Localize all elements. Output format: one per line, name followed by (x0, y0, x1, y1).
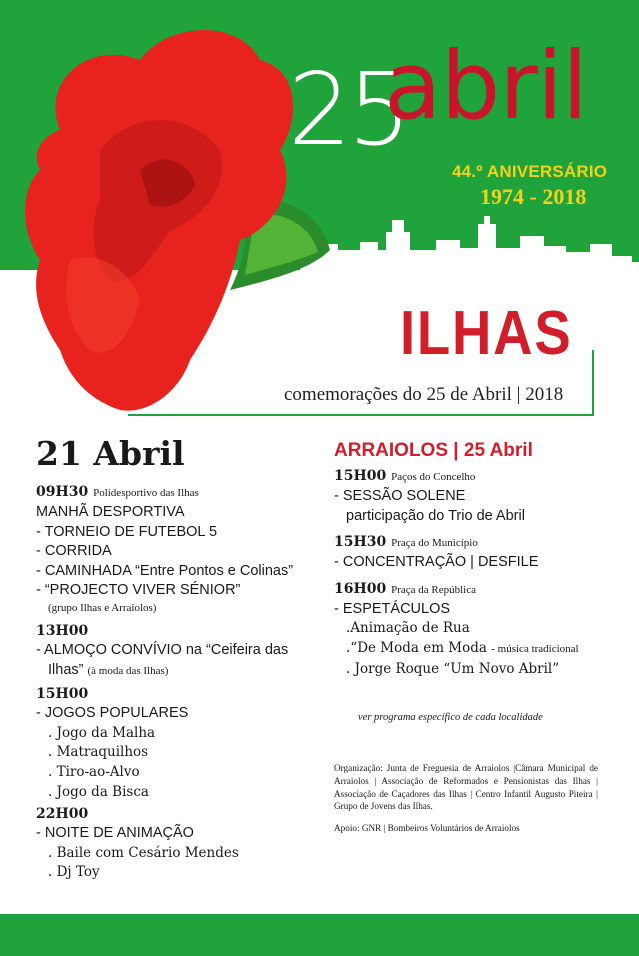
schedule-item: . Baile com Cesário Mendes (48, 844, 239, 861)
schedule-item: . Jorge Roque “Um Novo Abril” (346, 660, 560, 677)
schedule-item: . Matraquilhos (48, 744, 149, 761)
schedule-heading: - JOGOS POPULARES (36, 705, 189, 722)
schedule-time: 16H00 Praça da República (334, 580, 476, 597)
schedule-heading: - SESSÃO SOLENE (334, 488, 466, 504)
location-subtitle: comemorações do 25 de Abril | 2018 (284, 384, 564, 405)
schedule-heading: - CONCENTRAÇÃO | DESFILE (334, 554, 539, 571)
town-skyline (300, 216, 639, 278)
schedule-time: 15H30 Praça do Município (334, 534, 478, 551)
schedule-time: 09H30 Polidesportivo das Ilhas (36, 484, 199, 500)
title-word: abril (384, 32, 588, 141)
schedule-item: - “PROJECTO VIVER SÉNIOR” (36, 582, 241, 599)
schedule-item: participação do Trio de Abril (346, 507, 525, 524)
schedule-item: .“De Moda em Moda - música tradicional (346, 639, 579, 656)
schedule-item: - CORRIDA (36, 543, 112, 560)
schedule-time: 22H00 (36, 806, 89, 823)
schedule-time: 13H00 (36, 622, 89, 639)
schedule-item: .Animação de Rua (346, 620, 470, 637)
anniversary-label: 44.º ANIVERSÁRIO (452, 162, 608, 181)
schedule-heading: MANHÃ DESPORTIVA (36, 504, 185, 520)
schedule-heading: - NOITE DE ANIMAÇÃO (36, 825, 194, 842)
left-schedule (36, 482, 328, 883)
schedule-note: (grupo Ilhas e Arraiolos) (48, 601, 157, 614)
arraiolos-heading: ARRAIOLOS | 25 Abril (334, 440, 533, 461)
right-schedule (334, 466, 630, 679)
program-note: ver programa específico de cada localidade (358, 712, 543, 723)
schedule-item: - TORNEIO DE FUTEBOL 5 (36, 523, 218, 540)
title-number: 25 (288, 51, 408, 168)
schedule-item: . Jogo da Malha (48, 724, 156, 741)
frame-line-vertical (592, 350, 594, 416)
schedule-time: 15H00 (36, 686, 89, 703)
organization-text: Organização: Junta de Freguesia de Arraiolos |Câmara Municipal de Arraiolos | Associação de Reformados e Pensionistas das Ilhas | Associação de Caçadores das Ilhas | Centro Infantil Augusto Piteira | Grupo de Jovens das Ilhas. (334, 763, 598, 812)
location-title: ILHAS (400, 299, 573, 368)
schedule-item: . Jogo da Bisca (48, 783, 149, 800)
schedule-item: . Tiro-ao-Alvo (48, 763, 140, 780)
carnation-petals (25, 30, 293, 411)
day-title: 21 Abril (36, 434, 185, 473)
schedule-item: - CAMINHADA “Entre Pontos e Colinas” (36, 562, 294, 579)
schedule-item: Ilhas” (à moda das Ilhas) (48, 661, 169, 678)
schedule-item: - ALMOÇO CONVÍVIO na “Ceifeira das (36, 641, 289, 658)
years-label: 1974 - 2018 (480, 184, 587, 209)
schedule-time: 15H00 Paços do Concelho (334, 468, 476, 484)
bottom-green-band (0, 914, 639, 956)
schedule-heading: - ESPETÁCULOS (334, 600, 451, 617)
support-text: Apoio: GNR | Bombeiros Voluntários de Arraiolos (334, 823, 520, 833)
frame-line-horizontal (128, 414, 594, 416)
schedule-item: . Dj Toy (48, 864, 100, 881)
